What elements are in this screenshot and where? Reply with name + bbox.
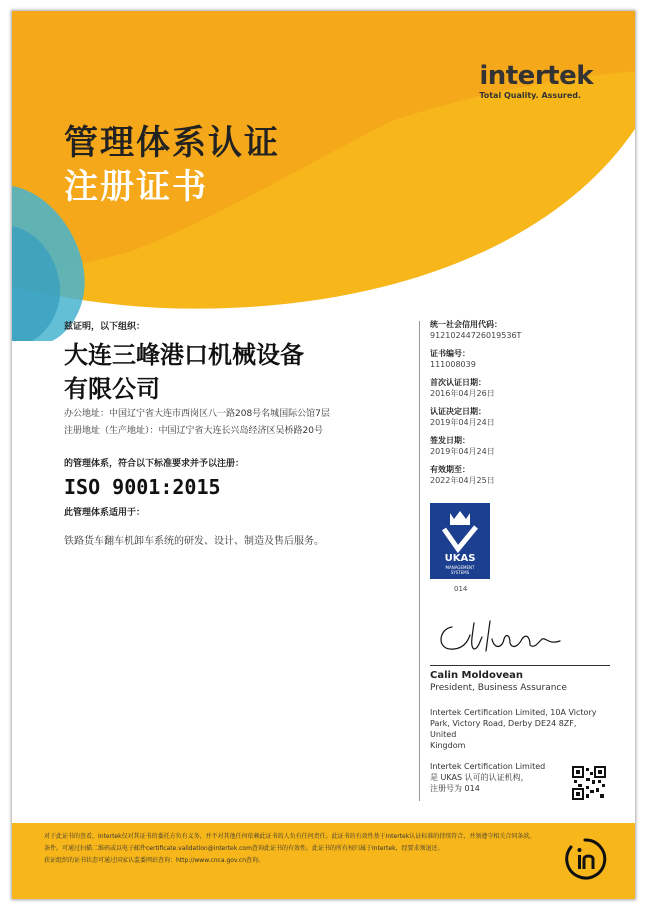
detail-certificate-number bbox=[430, 348, 620, 370]
detail-issue-date bbox=[430, 435, 620, 457]
issuer-address-line3: Kingdom bbox=[430, 741, 466, 750]
ukas-word: UKAS bbox=[444, 553, 476, 564]
detail-expiry-date bbox=[430, 464, 620, 486]
ukas-accreditation-icon bbox=[430, 503, 490, 579]
office-address: 办公地址：中国辽宁省大连市西岗区八一路208号名城国际公馆7层 bbox=[64, 409, 330, 419]
certify-intro: 兹证明，以下组织： bbox=[64, 322, 146, 332]
intertek-emblem-icon bbox=[563, 837, 607, 881]
detail-decision-date bbox=[430, 406, 620, 428]
company-name-line2: 有限公司 bbox=[64, 375, 160, 403]
detail-value: 2016年04月26日 bbox=[430, 389, 495, 398]
issuer-address-line2: Park, Victory Road, Derby DE24 8ZF, United bbox=[430, 719, 577, 739]
intertek-tagline: Total Quality. Assured. bbox=[479, 91, 582, 100]
issuer-accr-line3: 注册号为 014 bbox=[430, 784, 480, 793]
signatory-title: President, Business Assurance bbox=[430, 683, 567, 693]
intertek-logo-text: intertek bbox=[479, 61, 593, 91]
footer-disclaimer bbox=[44, 831, 544, 867]
issuer-accr-line2: 是 UKAS 认可的认证机构， bbox=[430, 773, 529, 782]
intertek-logo bbox=[479, 61, 593, 100]
column-divider bbox=[419, 321, 420, 801]
ukas-line3: SYSTEMS bbox=[450, 570, 470, 575]
system-intro: 的管理体系，符合以下标准要求并予以注册： bbox=[64, 459, 245, 469]
certificate-page bbox=[12, 11, 635, 899]
certification-scope: 铁路货车翻车机卸车系统的研发、设计、制造及售后服务。 bbox=[64, 536, 324, 547]
footer-line2: 条件。可通过扫描二维码或以电子邮件certificate.validation@intertek.com查询此证书的有效性。此证书的所有权归属于Intertek，经要求须退还。 bbox=[44, 845, 444, 852]
iso-standard: ISO 9001:2015 bbox=[64, 475, 221, 499]
issuer-accreditation bbox=[430, 761, 570, 794]
company-name-line1: 大连三峰港口机械设备 bbox=[64, 341, 304, 369]
detail-label: 统一社会信用代码： bbox=[430, 320, 502, 329]
detail-value: 111008039 bbox=[430, 360, 476, 369]
details-column bbox=[430, 319, 620, 794]
registered-address: 注册地址（生产地址）：中国辽宁省大连长兴岛经济区吴桥路20号 bbox=[64, 426, 323, 436]
detail-credit-code bbox=[430, 319, 620, 341]
certification-block bbox=[64, 319, 404, 547]
detail-label: 证书编号： bbox=[430, 349, 470, 358]
detail-label: 签发日期： bbox=[430, 436, 470, 445]
ukas-code: 014 bbox=[454, 585, 468, 593]
detail-value: 2022年04月25日 bbox=[430, 476, 495, 485]
footer-line1: 对于此证书的查看，Intertek仅对其证书的委托方负有义务，并不对其他任何依赖此证书的人负有任何责任。此证书的有效性基于Intertek认证标准的持续符合，并须遵守相关合同条款。 bbox=[44, 833, 536, 840]
detail-initial-date bbox=[430, 377, 620, 399]
detail-value: 2019年04月24日 bbox=[430, 418, 495, 427]
issuer-address bbox=[430, 707, 600, 751]
detail-value: 91210244726019536T bbox=[430, 331, 522, 340]
detail-value: 2019年04月24日 bbox=[430, 447, 495, 456]
issuer-address-line1: Intertek Certification Limited, 10A Victory bbox=[430, 708, 597, 717]
detail-label: 首次认证日期： bbox=[430, 378, 486, 387]
ukas-line2: MANAGEMENT bbox=[445, 565, 475, 570]
qr-code-icon[interactable] bbox=[572, 766, 606, 800]
certificate-subtitle: 注册证书 bbox=[64, 167, 208, 207]
footer-line3: 获证组织的证书状态可通过国家认监委网站查询：http://www.cnca.gov.cn查询。 bbox=[44, 857, 265, 864]
applies-label: 此管理体系适用于： bbox=[64, 508, 146, 518]
signature-image bbox=[430, 615, 570, 659]
detail-label: 有效期至： bbox=[430, 465, 470, 474]
signatory-name: Calin Moldovean bbox=[430, 670, 523, 681]
detail-label: 认证决定日期： bbox=[430, 407, 486, 416]
company-name bbox=[64, 338, 404, 406]
footer-band bbox=[12, 823, 635, 899]
signature-rule bbox=[430, 665, 610, 666]
issuer-accr-line1: Intertek Certification Limited bbox=[430, 762, 546, 771]
certificate-title: 管理体系认证 bbox=[64, 123, 280, 163]
